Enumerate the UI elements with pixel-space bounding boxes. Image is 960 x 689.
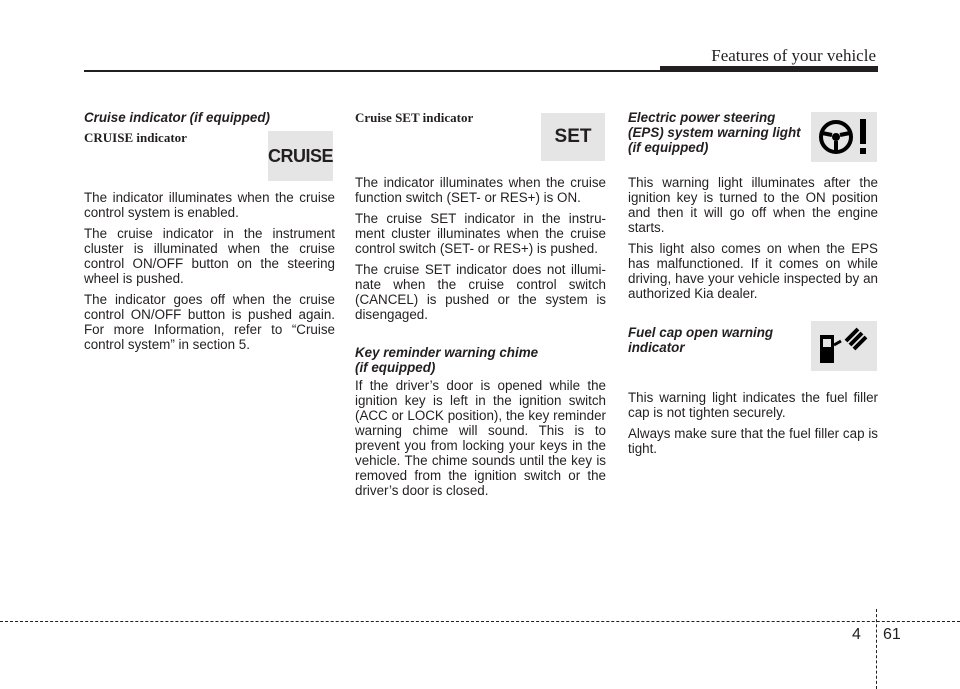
fuel-cap-paragraph-2: Always make sure that the fuel filler cap is tight. [628, 426, 878, 456]
footer-rule [0, 621, 960, 622]
cruise-paragraph-2: The cruise indicator in the instrument cluster is illuminated when the cruise control ON/OFF button on the steering wheel is pushed. [84, 226, 335, 286]
cruise-subheading: CRUISE indicator [84, 130, 187, 145]
eps-heading-line-3: (if equipped) [628, 140, 709, 155]
header-rule [84, 70, 660, 72]
key-reminder-heading [355, 345, 606, 375]
fuel-cap-heading-line-2: indicator [628, 340, 685, 355]
column-cruise-set [355, 110, 606, 504]
header-title: Features of your vehicle [711, 46, 876, 65]
cruise-icon [268, 131, 333, 181]
eps-heading-line-1: Electric power steering [628, 110, 776, 125]
eps-heading-line-2: (EPS) system warning light [628, 125, 801, 140]
footer-divider [876, 609, 877, 689]
key-reminder-paragraph: If the driver’s door is opened while the ignition key is left in the ignition switch (ACC or LOCK position), the key reminder warning chime will sound. This is to prevent you from locking your keys in the vehicle. The chime sounds until the key is removed from the ignition switch or the driver’s door is closed. [355, 378, 606, 498]
cruise-indicator-heading: Cruise indicator (if equipped) [84, 110, 270, 125]
chapter-number: 4 [852, 626, 861, 643]
fuel-cap-icon [811, 321, 877, 371]
page-number: 61 [883, 626, 901, 643]
fuel-cap-heading-line-1: Fuel cap open warning [628, 325, 774, 340]
key-reminder-heading-line-1: Key reminder warning chime [355, 345, 539, 360]
cruise-icon-label: CRUISE [268, 145, 334, 166]
eps-paragraph-2: This light also comes on when the EPS has malfunctioned. If it comes on while driving, have your vehicle inspected by an authorized Kia dealer. [628, 241, 878, 301]
steering-wheel-warning-icon [811, 112, 877, 162]
key-reminder-heading-line-2: (if equipped) [355, 360, 436, 375]
cruise-set-subheading: Cruise SET indicator [355, 110, 474, 125]
header-tab [660, 66, 878, 72]
eps-paragraph-1: This warning light illuminates after the ignition key is turned to the ON position and then it will go off when the engine starts. [628, 175, 878, 235]
set-icon [541, 113, 605, 161]
fuel-cap-paragraph-1: This warning light indicates the fuel filler cap is not tighten securely. [628, 390, 878, 420]
cruise-paragraph-3: The indicator goes off when the cruise control ON/OFF button is pushed again. For more Information, refer to “Cruise control system” in section 5. [84, 292, 335, 352]
set-paragraph-2: The cruise SET indicator in the instru-ment cluster illuminates when the cruise control switch (SET- or RES+) is pushed. [355, 211, 606, 256]
cruise-paragraph-1: The indicator illuminates when the cruise control system is enabled. [84, 190, 335, 220]
set-icon-label: SET [554, 126, 592, 147]
set-paragraph-1: The indicator illuminates when the cruise function switch (SET- or RES+) is ON. [355, 175, 606, 205]
set-paragraph-3: The cruise SET indicator does not illumi-nate when the cruise control switch (CANCEL) is pushed or the system is disengaged. [355, 262, 606, 322]
column-eps-fuel [628, 110, 878, 462]
